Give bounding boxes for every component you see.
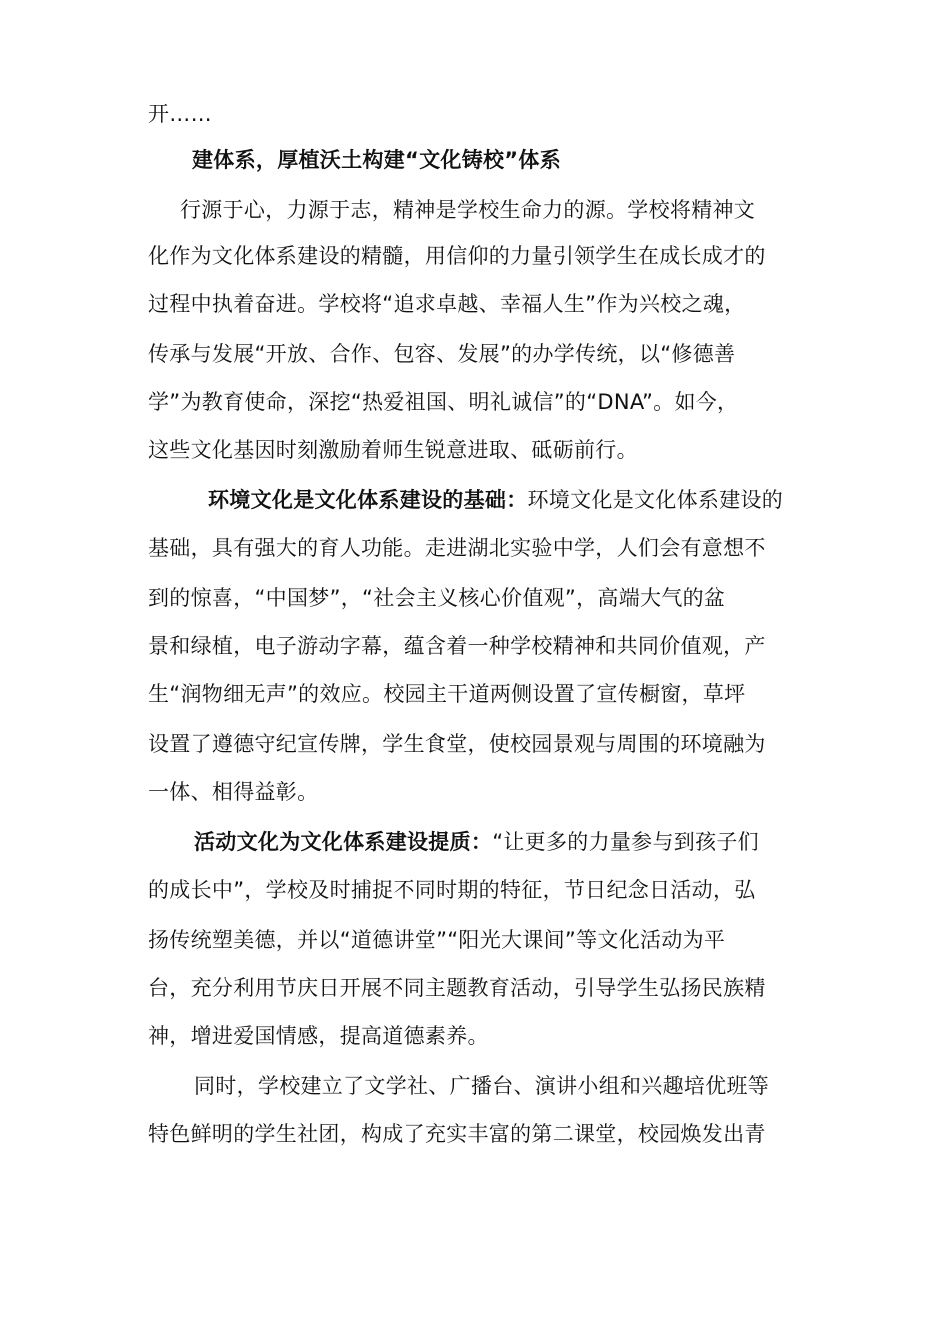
text-line: 一体、相得益彰。 [148,780,319,804]
paragraph-lead-bold: 活动文化为文化体系建设提质： [194,830,493,854]
text-line: 设置了遵德守纪宣传牌，学生食堂，使校园景观与周围的环境融为 [148,732,766,756]
text-line: 特色鲜明的学生社团，构成了充实丰富的第二课堂，校园焕发出青 [148,1122,766,1146]
text-line: 传承与发展“开放、合作、包容、发展”的办学传统，以“修德善 [148,342,736,366]
text-line: 扬传统塑美德，并以“道德讲堂”“阳光大课间”等文化活动为平 [148,928,726,952]
text-line: 化作为文化体系建设的精髓，用信仰的力量引领学生在成长成才的 [148,244,766,268]
text-line: 同时，学校建立了文学社、广播台、演讲小组和兴趣培优班等 [194,1074,770,1098]
paragraph-lead-text: 环境文化是文化体系建设的 [527,488,784,512]
text-line: 学”为教育使命，深挖“热爱祖国、明礼诚信”的“DNA”。如今， [148,390,739,414]
text-line: 神，增进爱国情感，提高道德素养。 [148,1024,489,1048]
text-line: 到的惊喜，“中国梦”，“社会主义核心价值观”，高端大气的盆 [148,586,726,610]
section-heading: 建体系，厚植沃土构建“文化铸校”体系 [192,148,562,172]
paragraph-lead-text: “让更多的力量参与到孩子们 [492,830,759,854]
text-line: 台，充分利用节庆日开展不同主题教育活动，引导学生弘扬民族精 [148,976,766,1000]
text-line: 过程中执着奋进。学校将“追求卓越、幸福人生”作为兴校之魂， [148,292,746,316]
text-line: 生“润物细无声”的效应。校园主干道两侧设置了宣传橱窗，草坪 [148,682,746,706]
text-line: 开…… [148,102,212,126]
text-line: 这些文化基因时刻激励着师生锐意进取、砥砺前行。 [148,438,638,462]
paragraph-lead-line [208,486,783,514]
text-line: 基础，具有强大的育人功能。走进湖北实验中学，人们会有意想不 [148,536,766,560]
text-line: 景和绿植，电子游动字幕，蕴含着一种学校精神和共同价值观，产 [148,634,766,658]
paragraph-lead-line [194,828,759,856]
text-line: 的成长中”，学校及时捕捉不同时期的特征，节日纪念日活动，弘 [148,878,756,902]
paragraph-lead-bold: 环境文化是文化体系建设的基础： [208,488,528,512]
text-line: 行源于心，力源于志，精神是学校生命力的源。学校将精神文 [180,198,756,222]
